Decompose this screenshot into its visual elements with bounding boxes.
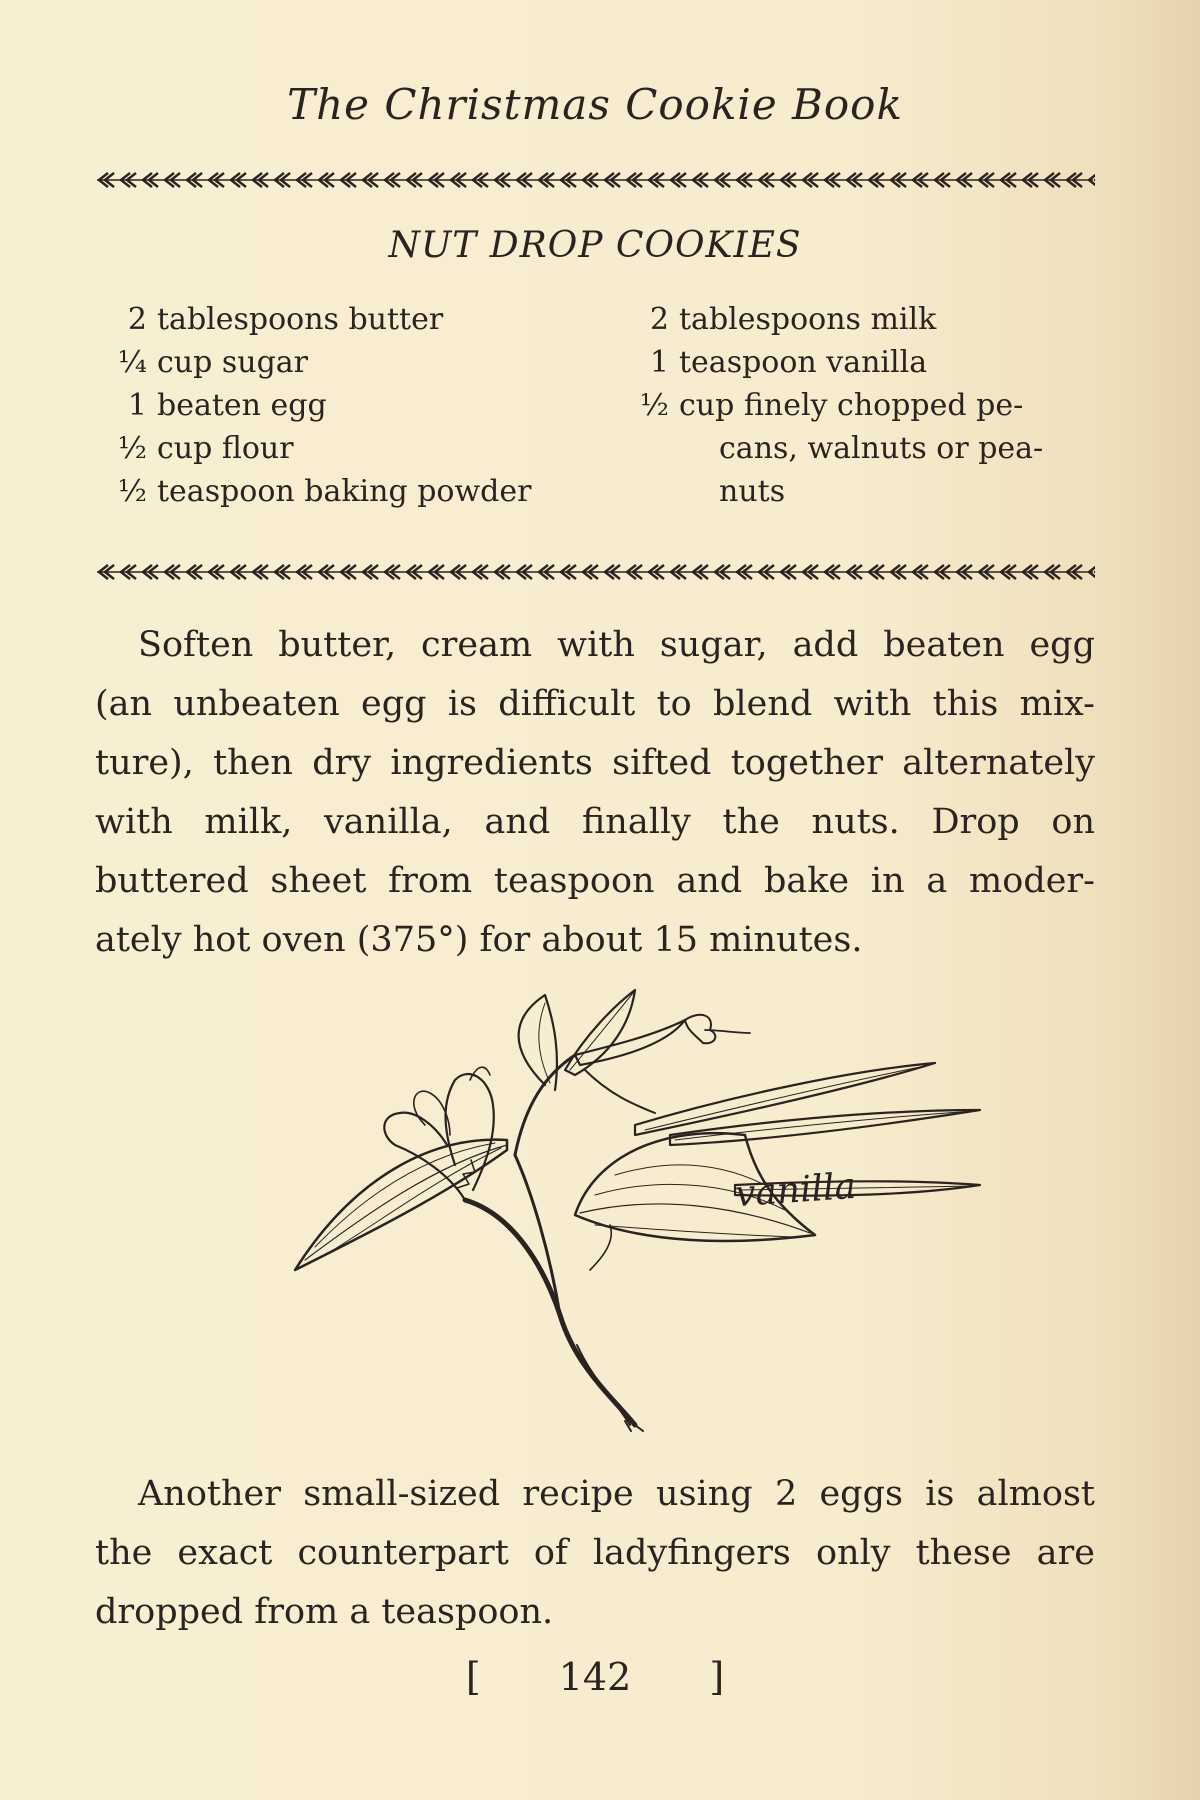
ornament-rule-top: [95, 168, 1095, 192]
ingredient-qty: ½: [117, 474, 147, 509]
ingredient-item: beaten egg: [157, 388, 327, 423]
ingredient-item: cup flour: [157, 431, 294, 466]
ornament-rule-bottom: [95, 560, 1095, 584]
directions-paragraph: [95, 616, 1095, 970]
ingredient-item: teaspoon baking powder: [157, 474, 532, 509]
closing-line: the exact counterpart of ladyfingers only these are: [95, 1533, 1095, 1573]
ingredient-row: [617, 345, 1097, 388]
directions-line: buttered sheet from teaspoon and bake in a moder-: [95, 861, 1095, 901]
closing-line: Another small-sized recipe using 2 eggs is almost: [138, 1474, 1095, 1514]
ingredient-row: [95, 474, 565, 517]
ingredient-item: teaspoon vanilla: [679, 345, 928, 380]
folio-open-bracket: [: [465, 1655, 481, 1699]
ingredient-qty: 2: [649, 302, 669, 337]
ingredient-item: cans, walnuts or pea-: [719, 431, 1044, 466]
directions-line: with milk, vanilla, and finally the nuts. Drop on: [95, 802, 1095, 842]
book-page: [95, 0, 1095, 1800]
ingredient-qty: 2: [127, 302, 147, 337]
directions-line: ately hot oven (375°) for about 15 minutes.: [95, 920, 863, 960]
ingredients-right: [617, 302, 1097, 517]
recipe-title: NUT DROP COOKIES: [388, 225, 802, 266]
ingredients-left: [95, 302, 565, 517]
folio-close-bracket: ]: [709, 1655, 725, 1699]
ingredient-row: [95, 388, 565, 431]
ingredient-qty: ½: [639, 388, 669, 423]
illustration-caption: vanilla: [733, 1165, 858, 1216]
ingredient-row: [617, 388, 1097, 431]
ingredient-qty: ½: [117, 431, 147, 466]
ingredient-row: [617, 302, 1097, 345]
ingredient-qty: 1: [127, 388, 147, 423]
directions-line: (an unbeaten egg is difficult to blend with this mix-: [95, 684, 1095, 724]
directions-line: Soften butter, cream with sugar, add beaten egg: [138, 625, 1095, 665]
ingredient-qty: 1: [649, 345, 669, 380]
ingredient-row: [95, 302, 565, 345]
running-head: The Christmas Cookie Book: [287, 80, 903, 129]
folio-number: 142: [558, 1655, 632, 1699]
closing-paragraph: [95, 1465, 1095, 1642]
page-number: [95, 1655, 1095, 1699]
ingredient-item: tablespoons butter: [157, 302, 444, 337]
ingredient-item: tablespoons milk: [679, 302, 937, 337]
ingredient-row-continued: [617, 474, 1097, 517]
ingredient-item: cup sugar: [157, 345, 309, 380]
ingredient-row: [95, 345, 565, 388]
ingredient-row-continued: [617, 431, 1097, 474]
closing-line: dropped from a teaspoon.: [95, 1592, 554, 1632]
ingredient-item: cup finely chopped pe-: [679, 388, 1024, 423]
ingredient-qty: ¼: [117, 345, 147, 380]
ingredient-row: [95, 431, 565, 474]
vanilla-plant-illustration: [215, 985, 1075, 1445]
directions-line: ture), then dry ingredients sifted together alternately: [95, 743, 1095, 783]
ingredient-item: nuts: [719, 474, 786, 509]
